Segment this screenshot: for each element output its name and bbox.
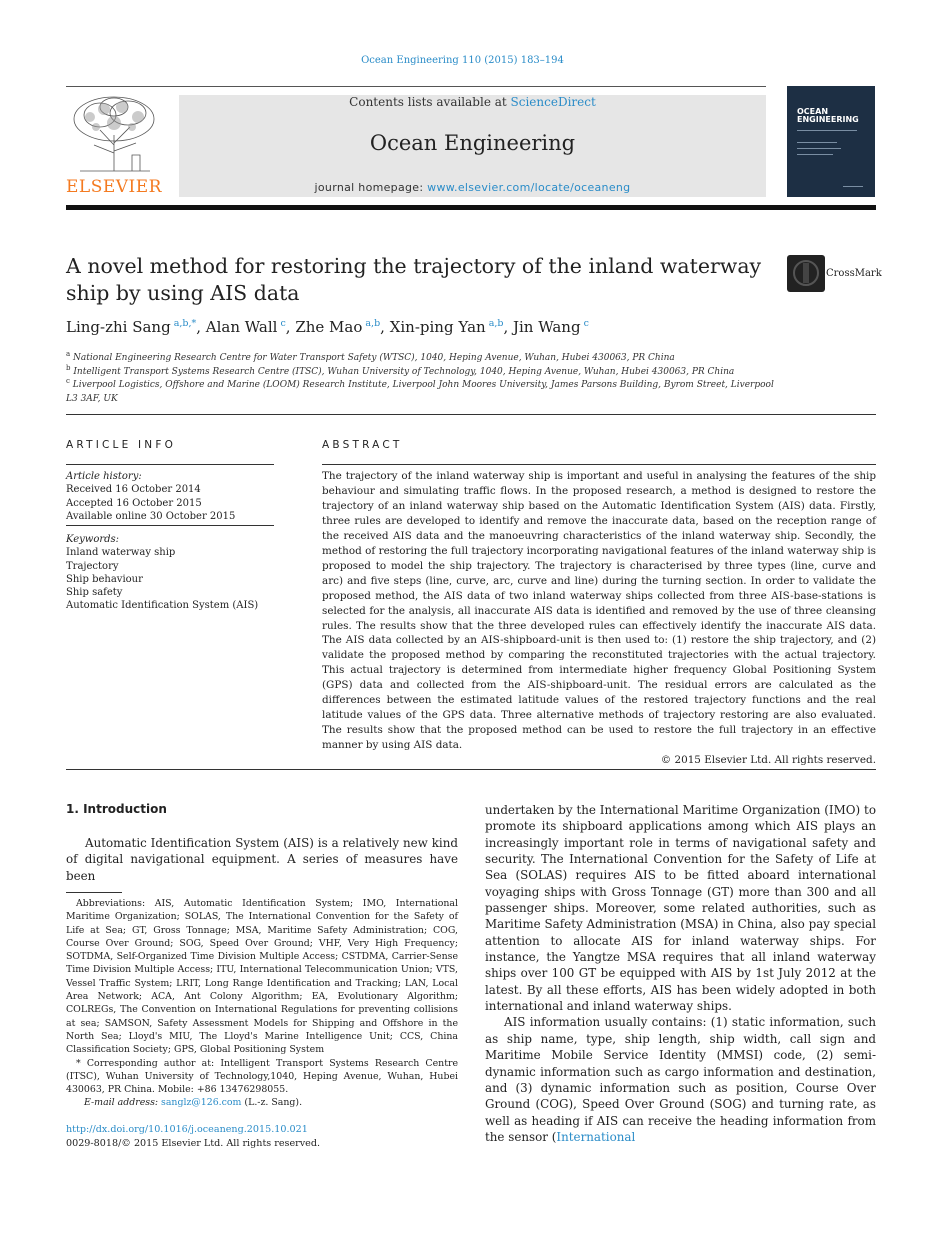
- author[interactable]: Jin Wang $^c$: [513, 318, 589, 336]
- introduction-heading: 1. Introduction: [66, 802, 167, 816]
- keyword: Automatic Identification System (AIS): [66, 600, 259, 612]
- crossmark-label: CrossMark: [826, 268, 882, 279]
- abstract-rule: [322, 464, 876, 465]
- keyword: Inland waterway ship: [66, 547, 176, 559]
- reference-link[interactable]: International: [556, 1129, 636, 1144]
- issn-copyright: 0029-8018/© 2015 Elsevier Ltd. All rights reserved.: [66, 1137, 321, 1149]
- elsevier-wordmark: ELSEVIER: [66, 177, 162, 197]
- journal-banner: [179, 95, 766, 197]
- email-footnote: E-mail address: sanglz@126.com (L.-z. Sang).: [84, 1097, 303, 1109]
- affiliation: $^b$ Intelligent Transport Systems Research Centre (ITSC), Wuhan University of Technology, 1040, Heping Avenue, Wuhan, Hubei 430063, PR China: [66, 363, 735, 377]
- intro-column-right: [485, 802, 876, 1145]
- cover-line: [797, 148, 841, 149]
- author-list: Ling-zhi Sang $^{a,b,*}$, Alan Wall $^c$, Zhe Mao $^{a,b}$, Xin-ping Yan $^{a,b}$, Jin Wang $^c$: [66, 318, 589, 336]
- article-history: Article history: Received 16 October 2014 Accepted 16 October 2015 Available online 30 October 2015: [66, 471, 236, 522]
- cover-title: OCEAN ENGINEERING: [797, 107, 859, 124]
- article-info-heading: ARTICLE INFO: [66, 439, 177, 451]
- author[interactable]: Xin-ping Yan $^{a,b}$: [389, 318, 504, 336]
- doi-link[interactable]: http://dx.doi.org/10.1016/j.oceaneng.2015.10.021: [66, 1124, 308, 1135]
- corresponding-author-footnote: * Corresponding author at: Intelligent Transport Systems Research Centre (ITSC), Wuhan University of Technology,1040, Heping Avenue, Wuhan, Hubei 430063, PR China. Mobile: +86 13476298055.: [66, 1057, 458, 1096]
- keyword: Ship behaviour: [66, 573, 143, 585]
- contents-line: Contents lists available at ScienceDirect: [349, 95, 596, 109]
- article-title: A novel method for restoring the trajectory of the inland waterway ship by using AIS data: [66, 254, 762, 305]
- abstract-copyright: © 2015 Elsevier Ltd. All rights reserved.: [660, 754, 876, 767]
- header-thick-rule: [66, 205, 876, 210]
- abbreviations-footnote: Abbreviations: AIS, Automatic Identification System; IMO, International Maritime Organization; SOLAS, The International Convention for the Safety of Life at Sea; GT, Gross Tonnage; MSA, Maritime Safety Administration; COG, Course Over Ground; SOG, Speed Over Ground; VHF, Very High Frequency; SOTDMA, Self-Organized Time Division Multiple Access; CSTDMA, Carrier-Sense Time Division Multiple Access; ITU, International Telecommunication Union; VTS, Vessel Traffic System; LRIT, Long Range Identification and Tracking; LAN, Local Area Network; ACA, Ant Colony Algorithm; EA, Evolutionary Algorithm; COLREGs, The Convention on International Regulations for preventing collisions at sea; SAMSON, Safety Assessment Models for Shipping and Offshore in the North Sea; Lloyd's MIU, The Lloyd's Marine Intelligence Unit; CCS, China Classification Society; GPS, Global Positioning System: [66, 898, 458, 1056]
- cover-line: [797, 142, 837, 143]
- abstract-heading: ABSTRACT: [322, 439, 403, 451]
- keywords: Keywords: Inland waterway ship Trajectory Ship behaviour Ship safety Automatic Identification System (AIS): [66, 533, 276, 613]
- email-link[interactable]: sanglz@126.com: [161, 1097, 242, 1109]
- author[interactable]: Alan Wall $^c$: [205, 318, 286, 336]
- keyword: Trajectory: [66, 560, 119, 572]
- footnotes: [66, 897, 458, 1110]
- affiliation: $^c$ Liverpool Logistics, Offshore and Marine (LOOM) Research Institute, Liverpool John Moores University, James Parsons Building, Byrom Street, Liverpool L3 3AF, UK: [66, 377, 774, 404]
- homepage-link[interactable]: www.elsevier.com/locate/oceaneng: [427, 181, 631, 194]
- intro-paragraph: AIS information usually contains: (1) static information, such as ship name, type, ship length, ship width, call sign and Maritime Mobile Service Identity (MMSI) code, (2) semi-dynamic information such as cargo information and destination, and (3) dynamic information such as position, Course Over Ground (COG), Speed Over Ground (SOG) and turning rate, as well as heading if AIS can receive the heading information from the sensor (International: [485, 1015, 876, 1144]
- intro-paragraph: undertaken by the International Maritime Organization (IMO) to promote its shipboard applications among which AIS plays an increasingly important role in terms of navigational safety and security. The International Convention for the Safety of Life at Sea (SOLAS) requires AIS to be fitted aboard international voyaging ships with Gross Tonnage (GT) more than 300 and all passenger ships. Moreover, some related authorities, such as Maritime Safety Administration (MSA) in China, also pay special attention to allocate AIS for inland waterway ships. For instance, the Yangtze MSA requires that all inland waterway ships over 100 GT be equipped with AIS by 1st July 2012 at the latest. By all these efforts, AIS has been widely adopted in both international and inland waterway ships.: [485, 803, 876, 1014]
- keyword: Ship safety: [66, 587, 123, 599]
- section-rule: [66, 769, 876, 770]
- elsevier-logo[interactable]: [66, 95, 162, 197]
- header-rule: [66, 86, 766, 87]
- journal-name: Ocean Engineering: [369, 131, 576, 155]
- section-rule: [66, 414, 876, 415]
- keywords-rule: [66, 525, 274, 526]
- affiliation: $^a$ National Engineering Research Centre for Water Transport Safety (WTSC), 1040, Heping Avenue, Wuhan, Hubei 430063, PR China: [66, 350, 675, 363]
- crossmark-icon: [787, 255, 825, 292]
- sciencedirect-link[interactable]: ScienceDirect: [510, 95, 596, 109]
- cover-line: [797, 130, 857, 131]
- doi-block: [66, 1123, 320, 1150]
- crossmark-badge[interactable]: [787, 255, 882, 293]
- author[interactable]: Ling-zhi Sang $^{a,b,*}$: [66, 318, 197, 336]
- elsevier-tree-icon: [70, 95, 158, 173]
- cover-line: [843, 186, 863, 187]
- abstract-body: The trajectory of the inland waterway ship is important and useful in analysing the features of the ship behaviour and simulating traffic flows. In the proposed research, a method is designed to restore the trajectory of an inland waterway ship based on the Automatic Identification System (AIS) data. Firstly, three rules are developed to identify and remove the inaccurate data, based on the reception range of the received AIS data and the manoeuvring characteristics of the inland waterway ship. Secondly, the method of restoring the full trajectory incorporating navigational features of the inland waterway ship is proposed to model the ship trajectory. The trajectory is characterised by three types (line, curve and arc) and five steps (line, curve, arc, curve and line) during the turning section. In order to validate the proposed method, the AIS data of two inland waterway ships collected from three AIS-base-stations is selected for the analysis, all inaccurate AIS data is identified and removed by the use of three cleansing rules. The results show that the three developed rules can effectively identify the inaccurate AIS data. The AIS data collected by an AIS-shipboard-unit is then used to: (1) restore the ship trajectory, and (2) validate the proposed method by comparing the reconstituted trajectories with the actual trajectory. This actual trajectory is determined from intermediate higher frequency Global Positioning System (GPS) data and collected from the AIS-shipboard-unit. The residual errors are calculated as the differences between the estimated latitude values of the restored trajectory functions and the real latitude values of the GPS data. Three alternative methods of trajectory restoring are also evaluated. The results show that the proposed method can be used to restore the full trajectory in an effective manner by using AIS data. © 2015 Elsevier Ltd. All rights reserved.: [322, 470, 876, 767]
- journal-homepage: journal homepage: www.elsevier.com/locate/oceaneng: [314, 181, 631, 194]
- intro-paragraph-left: Automatic Identification System (AIS) is a relatively new kind of digital navigational equipment. A series of measures have been: [66, 836, 458, 883]
- journal-cover-thumbnail[interactable]: [787, 86, 875, 197]
- article-info-rule: [66, 464, 274, 465]
- cover-line: [797, 154, 833, 155]
- journal-citation[interactable]: Ocean Engineering 110 (2015) 183–194: [361, 55, 564, 66]
- author[interactable]: Zhe Mao $^{a,b}$: [295, 318, 381, 336]
- footnote-rule: [66, 892, 122, 893]
